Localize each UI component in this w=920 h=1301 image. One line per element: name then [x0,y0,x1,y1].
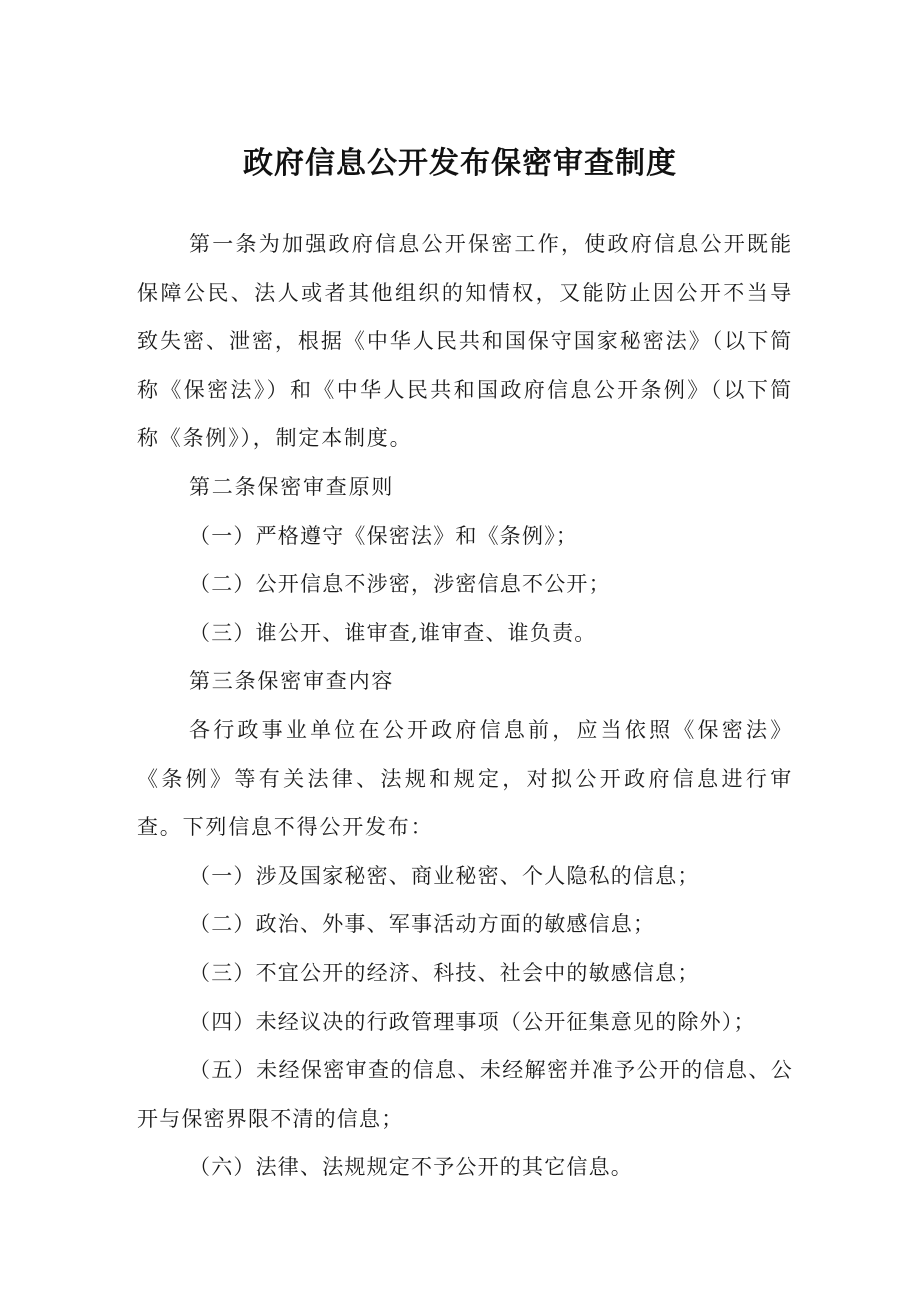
restricted-item-4: （四）未经议决的行政管理事项（公开征集意见的除外）； [189,1009,756,1034]
restricted-item-2: （二）政治、外事、军事活动方面的敏感信息； [189,912,656,937]
restricted-item-6: （六）法律、法规规定不予公开的其它信息。 [189,1155,633,1180]
principle-item-3: （三）谁公开、谁审查,谁审查、谁负责。 [189,620,597,645]
document-body [137,220,793,1192]
document-title: 政府信息公开发布保密审查制度 [243,146,677,181]
principle-item-1: （一）严格遵守《保密法》和《条例》； [189,523,579,548]
restricted-item-5: （五）未经保密审查的信息、未经解密并准予公开的信息、公开与保密界限不清的信息； [137,1058,793,1131]
article-3-heading: 第三条保密审查内容 [189,669,395,694]
principle-item-2: （二）公开信息不涉密，涉密信息不公开； [189,572,611,597]
article-2-heading: 第二条保密审查原则 [189,474,395,499]
restricted-item-1: （一）涉及国家秘密、商业秘密、个人隐私的信息； [189,863,700,888]
restricted-item-3: （三）不宜公开的经济、科技、社会中的敏感信息； [189,960,700,985]
article-1-paragraph: 第一条为加强政府信息公开保密工作，使政府信息公开既能保障公民、法人或者其他组织的知情权，又能防止因公开不当导致失密、泄密，根据《中华人民共和国保守国家秘密法》（以下简称《保密法》）和《中华人民共和国政府信息公开条例》（以下简称《条例》），制定本制度。 [137,232,793,451]
article-3-paragraph: 各行政事业单位在公开政府信息前，应当依照《保密法》《条例》等有关法律、法规和规定，对拟公开政府信息进行审查。下列信息不得公开发布： [137,717,793,840]
